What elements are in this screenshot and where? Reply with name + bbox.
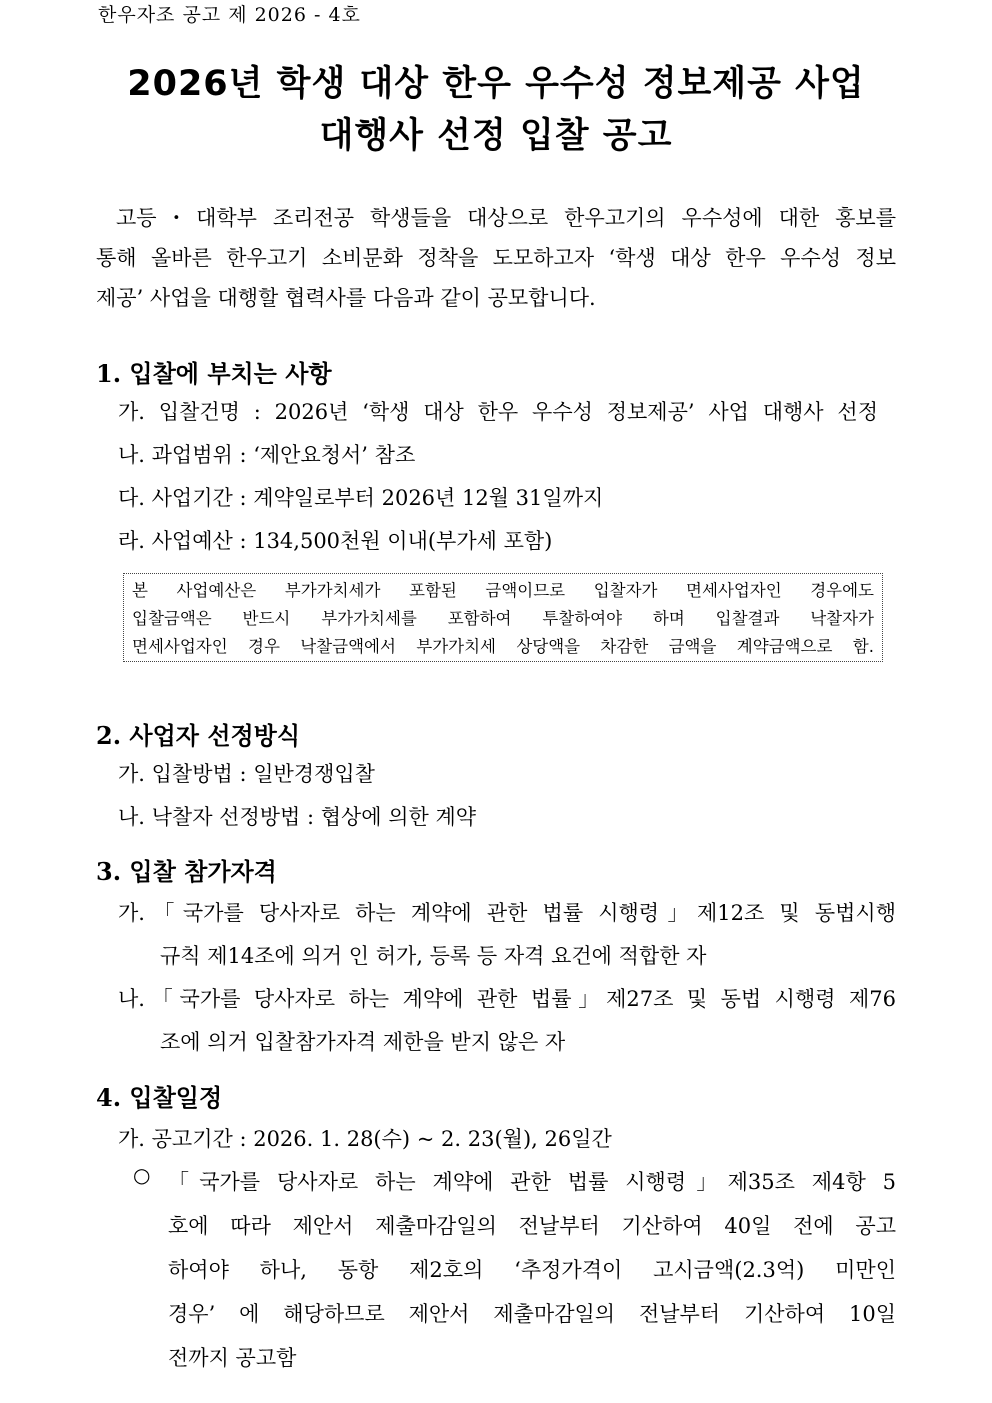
- section-3-item-line: 규칙 제14조에 의거 인 허가, 등록 등 자격 요건에 적합한 자: [160, 944, 707, 968]
- intro-line: 통해 올바른 한우고기 소비문화 정착을 도모하고자 ‘학생 대상 한우 우수성 정보: [96, 246, 896, 270]
- section-2-item: 나. 낙찰자 선정방법 : 협상에 의한 계약: [118, 805, 477, 829]
- section-1-item: 다. 사업기간 : 계약일로부터 2026년 12월 31일까지: [118, 486, 604, 510]
- intro-line: 고등・대학부 조리전공 학생들을 대상으로 한우고기의 우수성에 대한 홍보를: [116, 206, 896, 230]
- section-3-heading: 3. 입찰 참가자격: [96, 857, 277, 886]
- budget-note-box: [123, 573, 883, 662]
- section-1-item: 나. 과업범위 : ‘제안요청서’ 참조: [118, 443, 416, 467]
- bullet-paragraph: [168, 1160, 896, 1380]
- section-3-item-line: 조에 의거 입찰참가자격 제한을 받지 않은 자: [160, 1030, 566, 1054]
- note-line: 본 사업예산은 부가가치세가 포함된 금액이므로 입찰자가 면세사업자인 경우에도: [132, 581, 874, 600]
- page-title-line2: 대행사 선정 입찰 공고: [319, 116, 673, 156]
- circle-bullet-icon: ○: [133, 1163, 151, 1187]
- section-1-heading: 1. 입찰에 부치는 사항: [96, 359, 332, 388]
- bullet-line: 하여야 하나, 동항 제2호의 ‘추정가격이 고시금액(2.3억) 미만인: [168, 1258, 896, 1282]
- intro-line: 제공’ 사업을 대행할 협력사를 다음과 같이 공모합니다.: [96, 286, 596, 310]
- bullet-line: 호에 따라 제안서 제출마감일의 전날부터 기산하여 40일 전에 공고: [168, 1214, 896, 1238]
- note-line: 면세사업자인 경우 낙찰금액에서 부가가치세 상당액을 차감한 금액을 계약금액으로 함.: [132, 637, 874, 656]
- page-title-line1: 2026년 학생 대상 한우 우수성 정보제공 사업: [127, 64, 865, 104]
- section-4-heading: 4. 입찰일정: [96, 1083, 223, 1112]
- section-4-item: 가. 공고기간 : 2026. 1. 28(수) ~ 2. 23(월), 26일간: [118, 1127, 612, 1151]
- section-2-item: 가. 입찰방법 : 일반경쟁입찰: [118, 762, 375, 786]
- section-1-item: 가. 입찰건명 : 2026년 ‘학생 대상 한우 우수성 정보제공’ 사업 대행사 선정: [118, 400, 878, 424]
- section-2-heading: 2. 사업자 선정방식: [96, 721, 301, 750]
- section-1-item: 라. 사업예산 : 134,500천원 이내(부가세 포함): [118, 529, 553, 553]
- bullet-line: 「국가를 당사자로 하는 계약에 관한 법률 시행령」제35조 제4항 5: [168, 1170, 896, 1194]
- section-3-item-line: 가.「국가를 당사자로 하는 계약에 관한 법률 시행령」제12조 및 동법시행: [118, 901, 896, 925]
- notice-number: 한우자조 공고 제 2026 - 4호: [98, 4, 361, 26]
- bullet-line: 경우’ 에 해당하므로 제안서 제출마감일의 전날부터 기산하여 10일: [168, 1302, 896, 1326]
- bullet-line: 전까지 공고함: [168, 1346, 297, 1370]
- intro-paragraph: [96, 198, 896, 318]
- note-line: 입찰금액은 반드시 부가가치세를 포함하여 투찰하여야 하며 입찰결과 낙찰자가: [132, 609, 874, 628]
- section-3-item-line: 나.「국가를 당사자로 하는 계약에 관한 법률」제27조 및 동법 시행령 제76: [118, 987, 896, 1011]
